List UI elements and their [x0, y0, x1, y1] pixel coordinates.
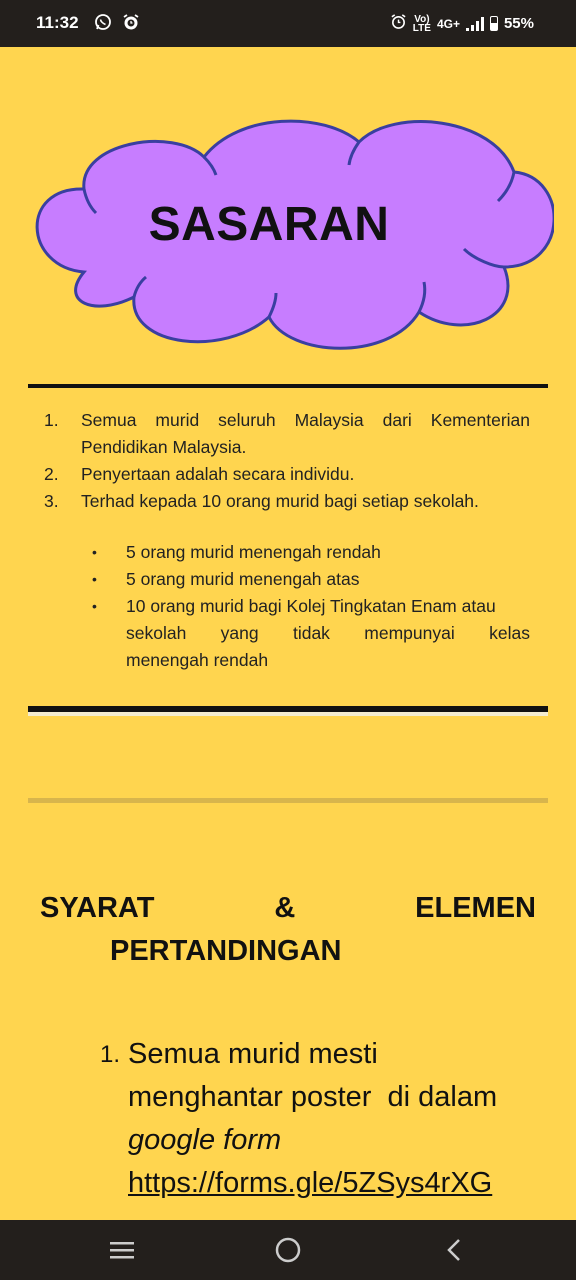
word: tidak [292, 623, 330, 643]
network-type: 4G+ [436, 16, 460, 31]
status-right-group [390, 13, 534, 34]
word: mempunyai [364, 623, 455, 643]
navigation-bar [0, 1220, 576, 1280]
volte-top-text: Vo) [414, 13, 430, 25]
whatsapp-icon [94, 13, 112, 35]
list-number: 1. [100, 1041, 121, 1068]
line-text: Semua murid seluruh Malaysia dari Kementerian [81, 410, 530, 430]
list-number: 3. [44, 491, 59, 511]
heading-line: PERTANDINGAN [110, 935, 342, 967]
divider-top [28, 384, 548, 388]
bullet-text: 5 orang murid menengah rendah [126, 542, 381, 562]
section-divider [28, 798, 548, 803]
alarm-icon [122, 13, 140, 35]
list-text [128, 1033, 540, 1205]
status-bar [0, 0, 576, 47]
list-text: Terhad kepada 10 orang murid bagi setiap sekolah. [81, 491, 479, 511]
google-form-link[interactable]: https://forms.gle/5ZSys4rXG [128, 1167, 493, 1199]
alarm-status-icon [390, 13, 407, 34]
bullet-text: 5 orang murid menengah atas [126, 569, 360, 589]
word: yang [220, 623, 259, 643]
list-text: Penyertaan adalah secara individu. [81, 464, 355, 484]
heading-word: SYARAT [40, 892, 155, 924]
justified-line [81, 407, 530, 434]
line-text: Pendidikan Malaysia. [81, 437, 247, 457]
document-page [0, 47, 576, 1220]
list-item [44, 461, 530, 488]
line-text: menengah rendah [126, 650, 269, 670]
line-text: 10 orang murid bagi Kolej Tingkatan Enam atau [126, 596, 496, 616]
bullet-list [90, 539, 530, 674]
list-item [44, 407, 530, 461]
list-number: 1. [44, 410, 59, 430]
bullet-item [90, 539, 530, 566]
bullet-dot: • [92, 544, 97, 560]
volte-indicator [413, 15, 431, 33]
word: sekolah [126, 623, 187, 643]
sasaran-list [44, 407, 530, 515]
status-time: 11:32 [36, 13, 79, 32]
line-text: Semua murid mesti [128, 1038, 378, 1070]
section-heading [40, 887, 536, 973]
cloud-title: SASARAN [148, 198, 390, 251]
word: kelas [489, 623, 530, 643]
home-button[interactable] [268, 1234, 308, 1266]
line-text: google form [128, 1124, 282, 1156]
justified-line [126, 620, 530, 647]
heading-word: & [274, 892, 296, 924]
back-chevron-icon [444, 1237, 464, 1263]
volte-bottom-text: LTE [412, 22, 431, 34]
home-circle-icon [274, 1236, 302, 1264]
back-button[interactable] [434, 1234, 474, 1266]
divider-bottom-highlight [28, 712, 548, 716]
recent-apps-button[interactable] [102, 1234, 142, 1266]
battery-percentage: 55% [503, 15, 534, 32]
list-item [100, 1033, 540, 1205]
bullet-item [90, 566, 530, 593]
bullet-item [90, 593, 530, 674]
menu-icon [109, 1239, 135, 1261]
battery-icon [490, 16, 498, 31]
syarat-list [100, 1033, 540, 1205]
signal-icon [466, 17, 484, 31]
list-item [44, 488, 530, 515]
bullet-text [126, 593, 530, 674]
bullet-dot: • [92, 598, 97, 614]
list-number: 2. [44, 464, 59, 484]
bullet-dot: • [92, 571, 97, 587]
heading-word: ELEMEN [415, 892, 536, 924]
heading-line [40, 887, 536, 930]
line-text: menghantar poster di dalam [128, 1081, 498, 1113]
list-text [81, 407, 530, 461]
